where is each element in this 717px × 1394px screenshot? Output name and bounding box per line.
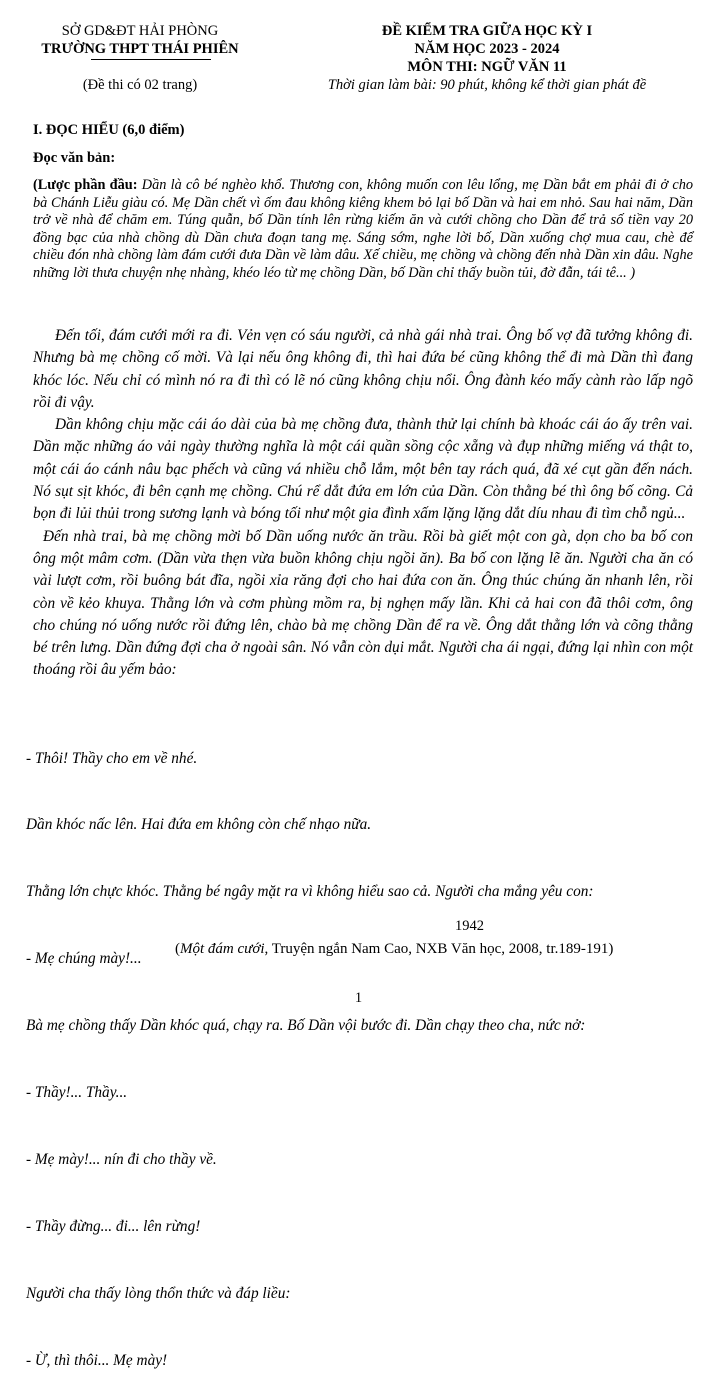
section-title: I. ĐỌC HIỂU (6,0 điểm) — [33, 122, 185, 138]
school-underline — [91, 59, 211, 60]
exam-title: ĐỀ KIỂM TRA GIỮA HỌC KỲ I — [381, 23, 593, 39]
dialogue-line: - Mẹ mày!... nín đi cho thầy về. — [26, 1150, 217, 1168]
dialogue-line: Thằng lớn chực khóc. Thằng bé ngây mặt ra vì không hiểu sao cả. Người cha mắng yêu con: — [26, 883, 594, 901]
dialogue-line: Người cha thấy lòng thổn thức và đáp liều: — [26, 1284, 291, 1302]
reading-instruction: Đọc văn bản: — [33, 150, 116, 166]
dialogue-line: Bà mẹ chồng thấy Dần khóc quá, chạy ra. Bố Dần vội bước đi. Dần chạy theo cha, nức nở: — [26, 1017, 586, 1035]
time-note: Thời gian làm bài: 90 phút, không kể thời gian phát đề — [327, 77, 647, 93]
citation-open: ( — [175, 941, 180, 957]
page-number: 1 — [354, 990, 363, 1006]
pages-note: (Đề thi có 02 trang) — [82, 77, 198, 93]
story-paragraph: Dần không chịu mặc cái áo dài của bà mẹ chồng đưa, thành thử lại chính bà khoác cái áo ấy trên vai. Dần mặc những áo vải ngày thường nghĩa là một cái quần sồng cộc xẵng và đụp những miếng vá thật to, một cái áo cánh nâu bạc phếch và cũng vá nhiều chỗ lắm, một bên tay rách quá, đã xé cụt gần đến nách. Nó sụt sịt khóc, đi bên cạnh mẹ chồng. Chú rể dắt đứa em lớn của Dần. Còn thằng bé thì ông bố cõng. Cả bọn đi lủi thủi trong sương lạnh và bóng tối như một gia đình xấm lặng lặng dắt díu nhau đi tìm chỗ ngủ... — [33, 416, 693, 523]
dialogue-line: - Thầy!... Thầy... — [26, 1084, 128, 1102]
dialogue-line: Dần khóc nấc lên. Hai đứa em không còn chế nhạo nữa. — [26, 816, 372, 834]
story-body — [33, 325, 693, 682]
dialogue-line: - Thầy đừng... đi... lên rừng! — [26, 1217, 201, 1235]
dialogue-line: - Thôi! Thầy cho em về nhé. — [26, 749, 198, 767]
summary-label: (Lược phần đầu: — [33, 177, 138, 193]
summary-text: Dần là cô bé nghèo khổ. Thương con, không muốn con lêu lổng, mẹ Dần bắt em phải đi ở cho bà Chánh Liễu giàu có. Mẹ Dần chết vì ốm đau không kiêng khem bỏ lại bố Dần và hai em nhỏ. Sau hai năm, Dần trở về nhà để chăm em. Túng quẫn, bố Dần tính lên rừng kiếm ăn và cưới chồng cho Dần để trả số tiền vay 20 đồng bạc của nhà chồng dù Dần chưa đoạn tang mẹ. Sáng sớm, nghe lời bố, Dần xuống chợ mua cau, chè để chiều đón nhà chồng làm đám cưới đưa Dần về làm dâu. Xế chiều, mẹ chồng và chồng đến nhà Dần xin dâu. Nghe những lời thưa chuyện nhẹ nhàng, khéo léo từ mẹ chồng Dần, bố Dần chỉ thấy buồn tủi, đờ đẫn, tái tê... ) — [33, 177, 693, 281]
school-name: TRƯỜNG THPT THÁI PHIÊN — [41, 41, 239, 57]
school-year: NĂM HỌC 2023 - 2024 — [414, 41, 560, 57]
dialogue-line: - Ừ, thì thôi... Mẹ mày! — [26, 1351, 168, 1369]
source-citation — [175, 941, 613, 958]
story-paragraph: Đến tối, đám cưới mới ra đi. Vẻn vẹn có sáu người, cả nhà gái nhà trai. Ông bố vợ đã tưởng không đi. Nhưng bà mẹ chồng cố mời. Và lại nếu ông không đi, thì hai đứa bé cũng không thể đi mà Dần thì đang khóc lóc. Nếu chỉ có mình nó ra đi thì có lẽ nó cũng không chịu nổi. Ông đành kéo mấy cành rào lấp ngõ rồi đi vậy. — [33, 327, 693, 411]
publication-year: 1942 — [455, 918, 484, 934]
summary-block — [33, 177, 693, 283]
dialogue-block — [26, 703, 686, 1394]
work-title: Một đám cưới — [180, 941, 265, 957]
dialogue-line: - Mẹ chúng mày!... — [26, 950, 142, 968]
story-paragraph: Đến nhà trai, bà mẹ chồng mời bố Dần uống nước ăn trầu. Rồi bà giết một con gà, dọn cho ba bố con ông một mâm cơm. (Dần vừa thẹn vừa buồn không chịu ngồi ăn). Ba bố con lặng lẽ ăn. Người cha ăn có vài lượt cơm, rồi buông bát đĩa, ngồi xỉa răng đợi cho hai đứa con ăn. Ông thúc chúng ăn nhanh lên, rồi còn về kẻo khuya. Thằng lớn và cơm phùng mồm ra, bị nghẹn mấy lần. Khi cả hai con đã thôi cơm, ông cho chúng nó uống nước rồi đứng lên, chào bà mẹ chồng Dần để ra về. Ông dắt thằng lớn và cõng thằng bé trên lưng. Dần đứng đợi cha ở ngoài sân. Nó vẫn còn dụi mắt. Người cha ái ngại, đứng lại nhìn con một thoáng rồi âu yếm bảo: — [33, 527, 693, 679]
citation-rest: , Truyện ngắn Nam Cao, NXB Văn học, 2008, tr.189-191) — [264, 941, 614, 957]
subject-title: MÔN THI: NGỮ VĂN 11 — [407, 59, 567, 75]
department-name: SỞ GD&ĐT HẢI PHÒNG — [61, 23, 219, 39]
